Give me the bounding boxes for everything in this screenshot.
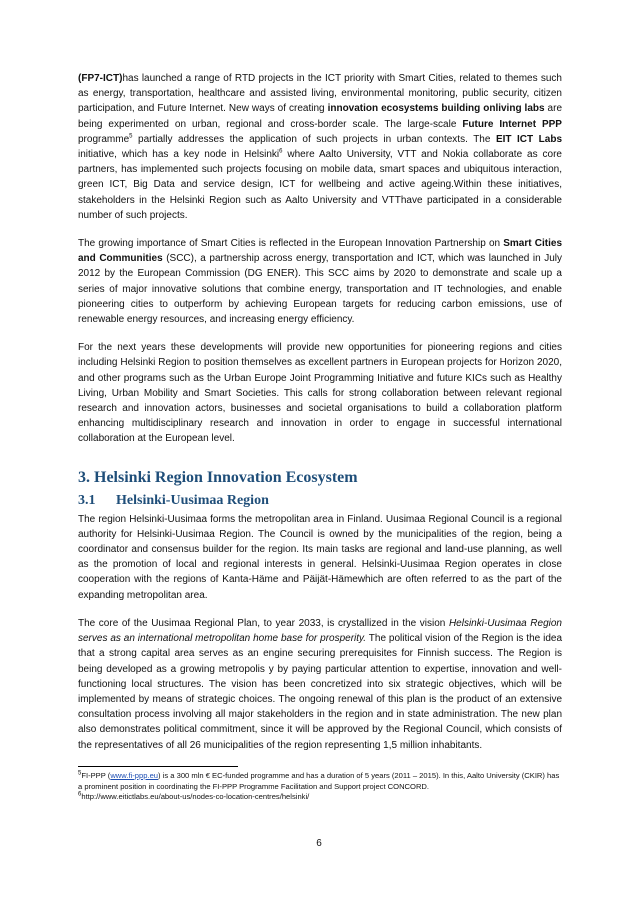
text: FI-PPP ( <box>81 770 111 780</box>
text: partially addresses the application of such projects in urban contexts. The <box>132 133 496 145</box>
footnote-ref-5[interactable]: 5 <box>129 133 133 140</box>
text-bold: innovation ecosystems building onliving labs <box>327 103 545 115</box>
page-body <box>78 71 562 803</box>
footnote-6 <box>78 792 562 803</box>
paragraph-regional-plan <box>78 616 562 753</box>
text: (SCC), a partnership across energy, transportation and ICT, which was launched in July 2012 by the European Commission (DG ENER). This SCC aims by 2020 to demonstrate and scale up a series of major innovative solutions that combine energy, transportation and IT technologies, and enable pioneering cities to outperform by achieving European targets for reducing carbon emissions, use of renewable energy resources, and increasing energy efficiency. <box>78 253 562 326</box>
paragraph-opportunities: For the next years these developments will provide new opportunities for pioneering regions and cities including Helsinki Region to position themselves as excellent partners in European projects for Horizon 2020, and other programs such as the Urban Europe Joint Programming Initiative and future KICs such as Healthy Living, Urban Mobility and Smart Societies. This calls for strong collaboration between relevant regional research and innovation actors, businesses and societal organisations to build a collaboration platform enhancing multidisciplinary research and innovation in order to engage in successful international collaboration at the European level. <box>78 342 562 445</box>
text: The core of the Uusimaa Regional Plan, to year 2033, is crystallized in the vision <box>78 617 449 629</box>
text: has launched a range of RTD projects in the ICT priority with Smart Cities, related to themes such as energy, transportation, healthcare and assisted living, environmental monitoring, public security, citizen participation, and Future Internet. New ways of creating <box>78 73 562 115</box>
paragraph-smart-cities <box>78 236 562 327</box>
text: The political vision of the Region is the idea that a strong capital area serves as an engine securing prerequisites for Finnish success. The Region is being developed as a growing metropolis y by paying particular attention to expertise, innovation and well-functioning local structures. The vision has been concretized into six strategic objectives, which will be implemented by means of strategic choices. The ongoing renewal of this plan is the product of an extensive consultation process involving all major stakeholders in the region and in state administration. The new plan also demonstrates political commitment, since it will be approved by the Regional Council, which consists of the representatives of all 26 municipalities of the region representing 1,5 million inhabitants. <box>78 633 563 751</box>
footnote-5 <box>78 771 562 793</box>
text-bold: Smart Cities and Communities <box>78 238 563 265</box>
footnote-ref-6[interactable]: 6 <box>279 148 283 155</box>
text: where Aalto University, VTT and Nokia collaborate as core partners, has implemented such projects focusing on mobile data, smart spaces and ubiquitous interaction, green ICT, Big Data and service design, ICT for wellbeing and active ageing.Within these initiatives, stakeholders in the Helsinki Region such as Aalto University and VTThave participated in a considerable number of such projects. <box>78 149 562 221</box>
text: The growing importance of Smart Cities is reflected in the European Innovation Partnership on <box>78 238 504 250</box>
text: are being experimented on urban, regional and cross-border scale. The large-scale <box>78 103 563 130</box>
subsection-heading <box>78 493 562 509</box>
text: initiative, which has a key node in Helsinki <box>78 149 280 161</box>
paragraph-region: The region Helsinki-Uusimaa forms the metropolitan area in Finland. Uusimaa Regional Council is a regional authority for Helsinki-Uusimaa Region. The Council is owned by the municipalities of the region, being a coordinator and consensus builder for the region. Its main tasks are regional and land-use planning, as well as the promotion of local and regional interests in general. Helsinki-Uusimaa Region operates in close cooperation with the regions of Kanta-Häme and Päijät-Hämewhich are often referred to as the part of the expanding metropolitan area. <box>78 513 562 601</box>
fi-ppp-link[interactable]: www.fi-ppp.eu <box>110 770 159 780</box>
footnote-number: 6 <box>78 791 82 798</box>
text-bold: (FP7-ICT) <box>78 73 123 84</box>
subsection-number: 3.1 <box>78 492 96 508</box>
text-bold: EIT ICT Labs <box>495 133 562 145</box>
page-number: 6 <box>316 838 322 849</box>
paragraph-fp7 <box>78 71 562 223</box>
section-heading: 3. Helsinki Region Innovation Ecosystem <box>78 468 358 486</box>
text-italic: Helsinki-Uusimaa Region serves as an international metropolitan home base for prosperity. <box>78 617 562 645</box>
text: programme <box>78 133 130 145</box>
text-bold: Future Internet PPP <box>462 118 562 130</box>
subsection-title: Helsinki-Uusimaa Region <box>116 492 269 508</box>
footnote-divider <box>78 766 238 767</box>
footnote-number: 5 <box>78 770 82 777</box>
text: ) is a 300 mln € EC-funded programme and has a duration of 5 years (2011 – 2015). In this, Aalto University (CKIR) has a prominent position in coordinating the FI-PPP Programme Facilitation and Support project CONCORD. <box>78 770 560 791</box>
footnote-url: http://www.eitictlabs.eu/about-us/nodes-co-location-centres/helsinki/ <box>81 792 310 802</box>
